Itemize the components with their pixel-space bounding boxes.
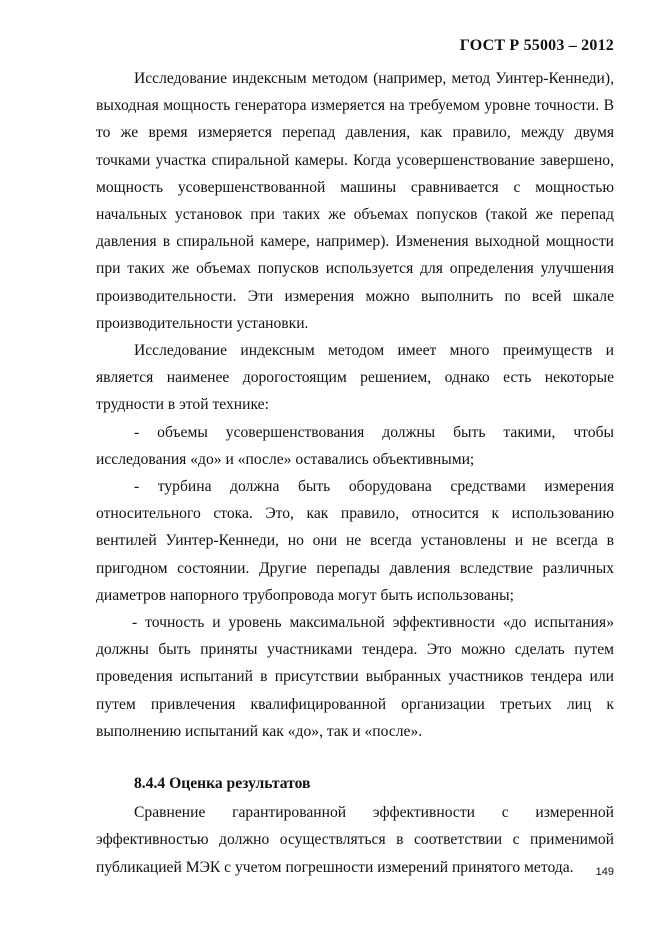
paragraph-advantages: Исследование индексным методом имеет много преимуществ и является наименее дорогостоящим решением, однако есть некоторые трудности в этой технике: — [96, 342, 614, 414]
page-number: 149 — [595, 866, 614, 878]
section-heading: 8.4.4 Оценка результатов — [134, 775, 311, 793]
paragraph-evaluation: Сравнение гарантированной эффективности с измеренной эффективностью должно осуществляться в соответствии с применимой публикацией МЭК с учетом погрешности измерений принятого метода. — [96, 804, 614, 876]
document-header: ГОСТ Р 55003 – 2012 — [459, 37, 614, 54]
page-content — [96, 65, 614, 881]
list-item-turbine: - турбина должна быть оборудована средствами измерения относительного стока. Это, как правило, относится к использованию вентилей Уинтер-Кеннеди, но они не всегда установлены и не всегда в пригодном состоянии. Другие перепады давления вследствие различных диаметров напорного трубопровода могут быть использованы; — [96, 478, 614, 604]
list-item-accuracy: - точность и уровень максимальной эффективности «до испытания» должны быть приняты участниками тендера. Это можно сделать путем проведения испытаний в присутствии выбранных участников тендера или путем привлечения квалифицированной организации третьих лиц к выполнению испытаний как «до», так и «после». — [96, 614, 614, 740]
paragraph-index-method: Исследование индексным методом (например, метод Уинтер-Кеннеди), выходная мощность генератора измеряется на требуемом уровне точности. В то же время измеряется перепад давления, как правило, между двумя точками участка спиральной камеры. Когда усовершенствование завершено, мощность усовершенствованной машины сравнивается с мощностью начальных установок при таких же объемах попусков (такой же перепад давления в спиральной камере, например). Изменения выходной мощности при таких же объемах попусков используется для определения улучшения производительности. Эти измерения можно выполнить по всей шкале производительности установки. — [96, 70, 614, 332]
list-item-volumes: - объемы усовершенствования должны быть такими, чтобы исследования «до» и «после» оставались объективными; — [96, 423, 614, 468]
